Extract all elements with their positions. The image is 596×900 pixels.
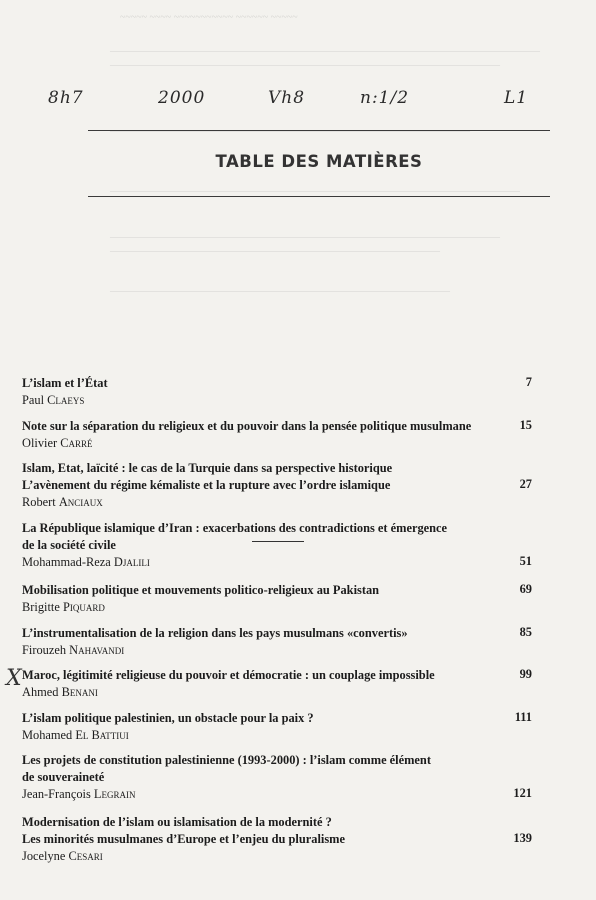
toc-entry-author [22, 554, 532, 571]
toc-entry-page: 51 [519, 554, 532, 569]
toc-entry [22, 814, 532, 865]
author-first-name: Mohamed [22, 728, 76, 743]
author-first-name: Mohammad-Reza [22, 555, 114, 570]
author-first-name: Jocelyne [22, 849, 69, 864]
author-last-name: Legrain [93, 787, 136, 802]
author-last-name: Piquard [62, 600, 105, 615]
toc-entry-title: Note sur la séparation du religieux et du pouvoir dans la pensée politique musulmane [22, 419, 472, 433]
toc-entry-author [22, 642, 532, 659]
toc-entry [22, 460, 532, 511]
handwritten-ref: 8h7 [48, 88, 84, 108]
author-last-name: Nahavandi [69, 643, 125, 658]
toc-entry [22, 667, 532, 701]
author-first-name: Ahmed [22, 685, 62, 700]
toc-entry-page: 69 [519, 582, 532, 596]
author-last-name: Carré [60, 436, 93, 451]
toc-entry [22, 582, 532, 616]
toc-entry-title: L’islam politique palestinien, un obstacle pour la paix ? [22, 711, 314, 725]
toc-entry-author [22, 392, 532, 409]
toc-entry [22, 520, 532, 571]
margin-x-mark: X [6, 666, 22, 691]
toc-entry [22, 710, 532, 744]
toc-entry-title: Islam, Etat, laïcité : le cas de la Turquie dans sa perspective historique [22, 461, 393, 475]
author-first-name: Paul [22, 393, 48, 408]
handwritten-year: 2000 [158, 88, 206, 108]
toc-entry [22, 418, 532, 452]
toc-entry-page: 27 [519, 477, 532, 492]
toc-entry-author [22, 727, 532, 744]
bleed-through-text: ~~~~~ ~~~~ ~~~~~~~~~~~ ~~~~~~ ~~~~~ ——————————————————————————————————————————— ——————————————————————————————————————— ———————————————————————————————————— ————————————————————————————————————————— ——————————————————————————————————————— ————————————————————————————————— —————————————————————————————————— [110, 12, 540, 297]
handwritten-volume: Vh8 [268, 88, 306, 108]
toc-entry-title: de la société civile [22, 538, 116, 553]
toc-entry-author [22, 599, 532, 616]
toc-entry-page: 7 [525, 375, 532, 389]
toc-entry-title: Modernisation de l’islam ou islamisation de la modernité ? [22, 815, 332, 829]
toc-entry [22, 375, 532, 409]
toc-entry-author [22, 786, 532, 803]
author-first-name: Firouzeh [22, 643, 70, 658]
toc-entry [22, 625, 532, 659]
toc-entry-author [22, 435, 532, 452]
toc-entry-page: 111 [514, 710, 532, 724]
toc-entry-author [22, 684, 532, 701]
toc-entry-page: 85 [519, 625, 532, 639]
author-first-name: Robert [22, 495, 59, 510]
toc-entry-page: 15 [519, 418, 532, 432]
bottom-rule [88, 196, 550, 197]
toc-entry-title: Les minorités musulmanes d’Europe et l’enjeu du pluralisme [22, 832, 345, 847]
author-last-name: Cesari [68, 849, 103, 864]
author-first-name: Brigitte [22, 600, 63, 615]
author-last-name: Claeys [47, 393, 85, 408]
author-first-name: Jean-François [22, 787, 94, 802]
toc-entry-title: Mobilisation politique et mouvements politico-religieux au Pakistan [22, 583, 380, 597]
toc-entry-title: de souveraineté [22, 770, 105, 785]
author-last-name: Anciaux [58, 495, 103, 510]
toc-entry [22, 752, 532, 803]
toc-entry-author [22, 494, 532, 511]
page-title: TABLE DES MATIÈRES [215, 152, 423, 171]
toc-entry-title: L’avènement du régime kémaliste et la rupture avec l’ordre islamique [22, 478, 391, 493]
pen-underline [252, 541, 304, 542]
author-last-name: El Battiui [75, 728, 129, 743]
toc-entry-title: Les projets de constitution palestinienne (1993-2000) : l’islam comme élément [22, 753, 431, 767]
toc-entry-author [22, 848, 532, 865]
toc-entry-title: La République islamique d’Iran : exacerbations des contradictions et émergence [22, 521, 448, 535]
author-last-name: Benani [61, 685, 98, 700]
toc-entry-page: 121 [513, 786, 532, 801]
toc-entry-title: L’instrumentalisation de la religion dans les pays musulmans «convertis» [22, 626, 408, 640]
handwritten-issue: n:1/2 [360, 88, 410, 108]
author-last-name: Djalili [113, 555, 150, 570]
author-first-name: Olivier [22, 436, 61, 451]
handwritten-shelf: L1 [504, 88, 529, 108]
toc-entry-title: Maroc, légitimité religieuse du pouvoir et démocratie : un couplage impossible [22, 668, 435, 682]
toc-entry-page: 139 [513, 831, 532, 846]
toc-entry-title: L’islam et l’État [22, 376, 108, 390]
top-rule [88, 130, 550, 131]
toc-entry-page: 99 [519, 667, 532, 681]
